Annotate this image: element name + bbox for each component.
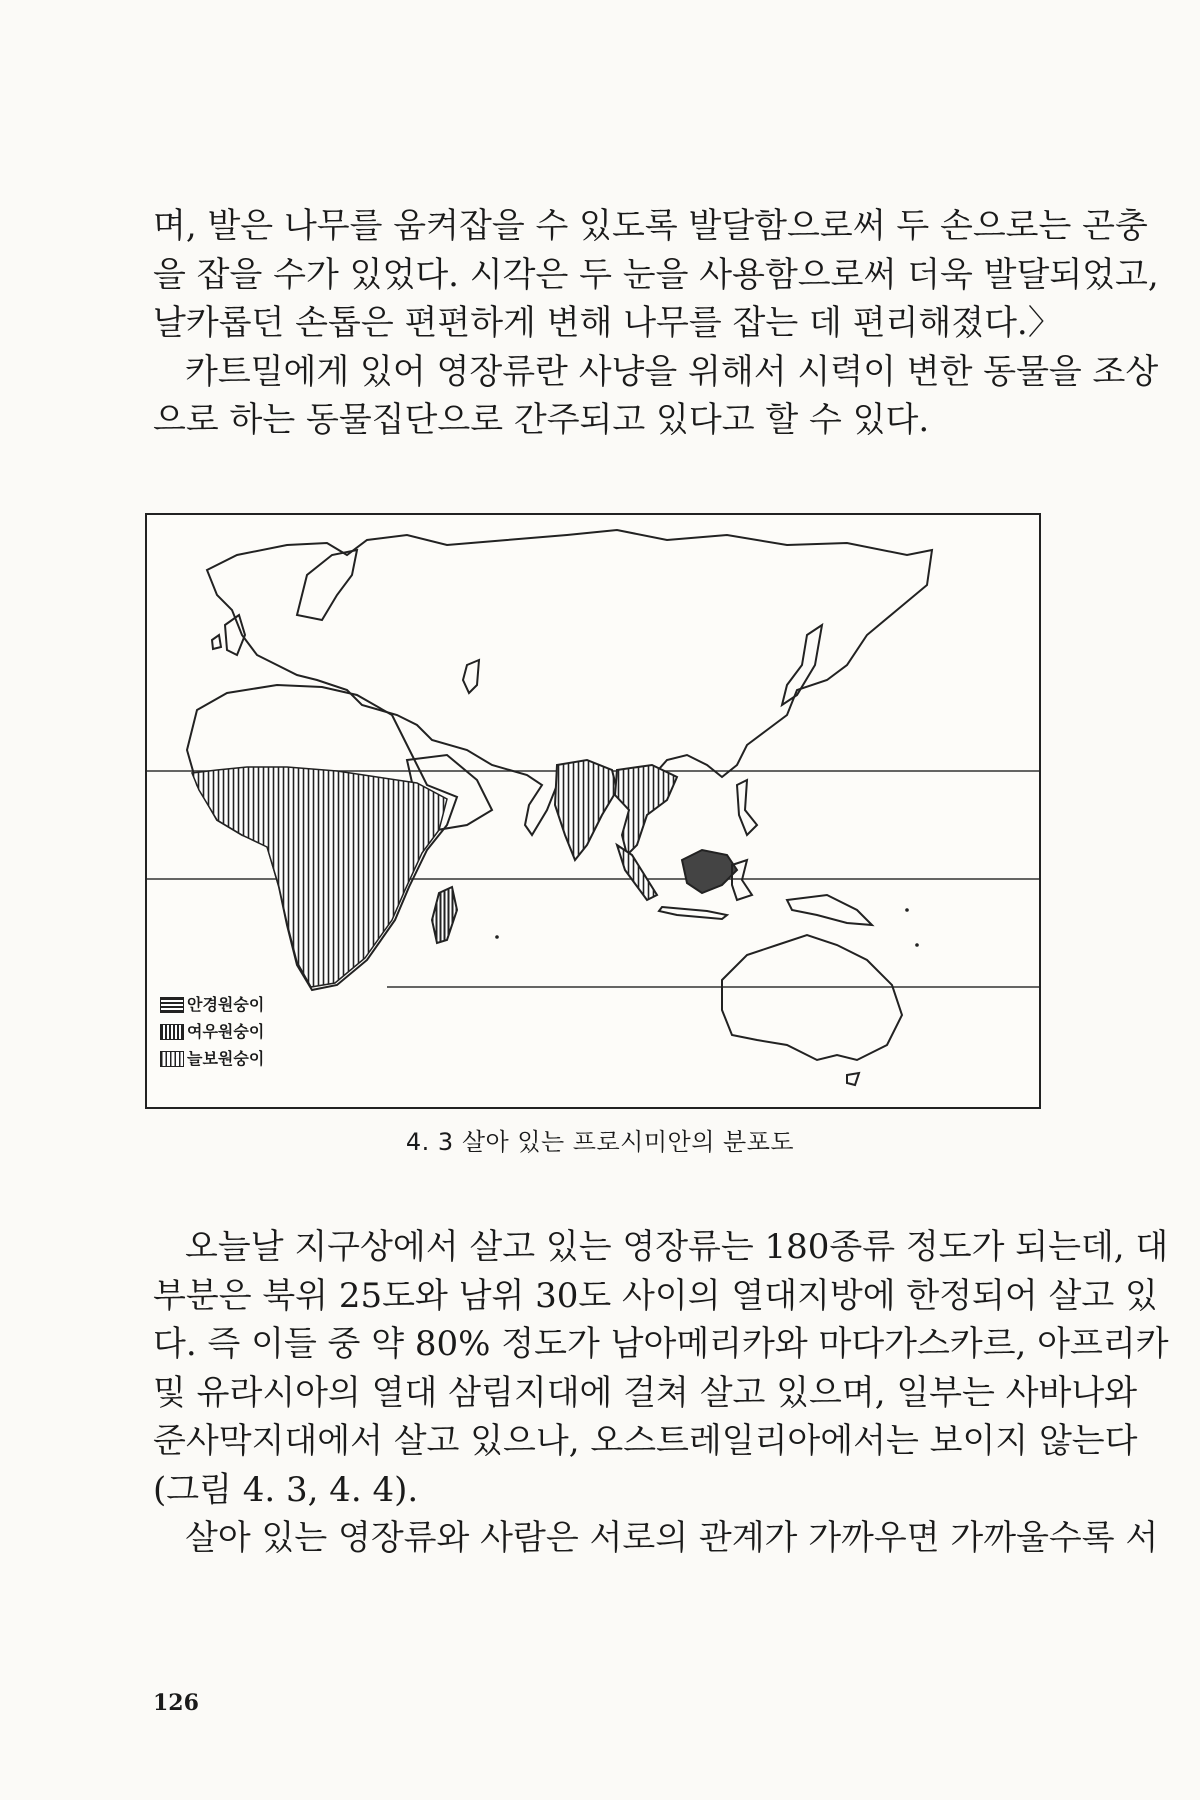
figure-caption: 4. 3 살아 있는 프로시미안의 분포도 — [405, 1128, 795, 1156]
japan — [782, 625, 822, 705]
text-line: 날카롭던 손톱은 편편하게 변해 나무를 잡는 데 편리해졌다.〉 — [153, 303, 1062, 343]
philippines — [737, 780, 757, 835]
australia-landmass — [722, 935, 902, 1060]
british-isles — [212, 615, 245, 655]
island-dot — [915, 943, 919, 947]
text-line: 준사막지대에서 살고 있으나, 오스트레일리아에서는 보이지 않는다 — [153, 1421, 1138, 1461]
paragraph-top — [153, 202, 1159, 445]
page-number: 126 — [153, 1690, 199, 1716]
text-line: 을 잡을 수가 있었다. 시각은 두 눈을 사용함으로써 더욱 발달되었고, — [153, 254, 1159, 295]
legend-item — [160, 1045, 264, 1072]
southeast-asia-landmass — [615, 765, 677, 855]
paragraph-bottom — [153, 1223, 1169, 1563]
text-line: 카트밀에게 있어 영장류란 사냥을 위해서 시력이 변한 동물을 조상 — [185, 351, 1159, 392]
java — [659, 907, 727, 919]
legend-label: 늘보원숭이 — [187, 1049, 265, 1068]
india-landmass — [555, 760, 617, 860]
legend-swatch — [160, 997, 184, 1013]
island-dot — [905, 908, 909, 912]
scandinavia — [297, 550, 357, 620]
legend-label: 여우원숭이 — [187, 1022, 265, 1041]
map-legend — [160, 991, 264, 1072]
text-line: 살아 있는 영장류와 사람은 서로의 관계가 가까우면 가까울수록 서 — [185, 1518, 1159, 1558]
text-line: 으로 하는 동물집단으로 간주되고 있다고 할 수 있다. — [153, 400, 930, 440]
island-dot — [495, 935, 499, 939]
borneo — [682, 850, 737, 893]
text-line: 다. 즉 이들 중 약 80% 정도가 남아메리카와 마다가스카르, 아프리카 — [153, 1324, 1169, 1364]
distribution-map-figure — [145, 513, 1041, 1109]
madagascar — [432, 887, 457, 943]
new-guinea — [787, 895, 872, 925]
text-line: 며, 발은 나무를 움켜잡을 수 있도록 발달함으로써 두 손으로는 곤충 — [153, 206, 1148, 246]
text-line: (그림 4. 3, 4. 4). — [153, 1469, 419, 1510]
caspian-sea — [463, 660, 479, 693]
text-line: 및 유라시아의 열대 삼림지대에 걸쳐 살고 있으며, 일부는 사바나와 — [153, 1372, 1138, 1413]
text-line: 오늘날 지구상에서 살고 있는 영장류는 180종류 정도가 되는데, 대 — [185, 1227, 1169, 1267]
legend-swatch — [160, 1024, 184, 1040]
legend-swatch — [160, 1051, 184, 1067]
legend-label: 안경원숭이 — [187, 995, 265, 1014]
tasmania — [847, 1073, 859, 1085]
legend-item — [160, 1018, 264, 1045]
text-line: 부분은 북위 25도와 남위 30도 사이의 열대지방에 한정되어 살고 있 — [153, 1275, 1158, 1316]
world-map — [147, 515, 1039, 1107]
sumatra — [617, 845, 657, 900]
africa-tropical-range — [192, 767, 447, 987]
legend-item — [160, 991, 264, 1018]
